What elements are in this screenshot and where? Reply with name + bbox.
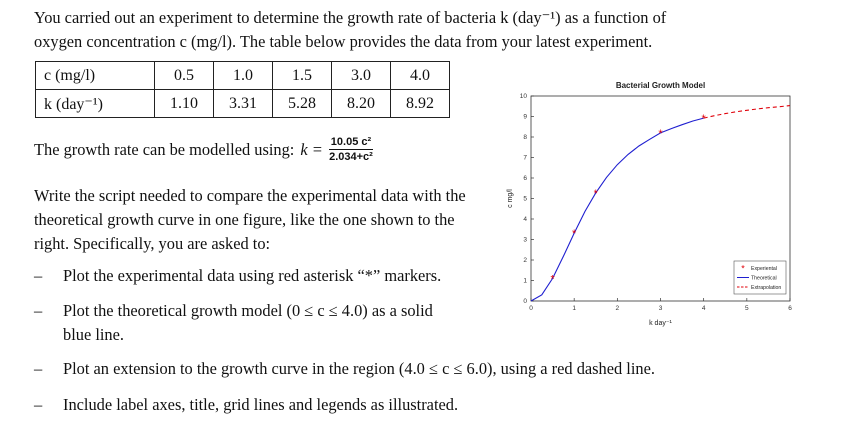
data-table [35,61,450,118]
table-cell: 3.0 [332,62,391,90]
x-tick-label: 5 [745,305,749,312]
model-denominator: 2.034+c² [329,151,373,163]
bullet-text: Plot the experimental data using red asterisk “*” markers. [63,266,442,285]
y-tick-label: 6 [523,175,527,183]
y-tick-label: 1 [523,277,527,285]
table-row [36,90,450,118]
y-tick-label: 7 [523,154,527,162]
y-tick-label: 9 [523,113,527,121]
bullet-item [34,264,484,288]
bullet-dash: – [34,266,43,285]
legend-label: Extrapolation [751,285,782,291]
table-row-header: k (day⁻¹) [36,90,155,118]
x-tick-label: 1 [572,305,576,312]
bullet-dash: – [34,301,43,320]
table-row-header: c (mg/l) [36,62,155,90]
table-cell: 1.5 [273,62,332,90]
bullet-dash: – [34,359,43,378]
bullet-text: Plot the theoretical growth model (0 ≤ c ≤ 4.0) as a solid [63,301,433,320]
intro-line-1: You carried out an experiment to determine the growth rate of bacteria k (day⁻¹) as a function of [34,8,667,27]
y-tick-label: 0 [523,298,527,306]
bullet-item [34,299,484,323]
y-tick-label: 8 [523,134,527,142]
y-tick-label: 10 [519,93,527,101]
y-axis-label: c mg/l [507,189,514,208]
x-axis-label: k day⁻¹ [649,320,672,327]
x-tick-label: 0 [529,305,533,312]
y-tick-label: 3 [523,236,527,244]
table-cell: 8.20 [332,90,391,118]
chart-title: Bacterial Growth Model [615,81,706,90]
bullet-dash: – [34,395,43,414]
data-point-marker: * [550,273,555,286]
problem-intro [34,6,794,54]
y-tick-label: 2 [523,257,527,265]
x-tick-label: 6 [788,305,792,312]
table-cell: 3.31 [214,90,273,118]
y-tick-label: 4 [523,216,527,224]
growth-chart [500,74,810,336]
table-row [36,62,450,90]
data-point-marker: * [593,187,598,200]
table-cell: 1.0 [214,62,273,90]
bullet-text: blue line. [63,325,124,344]
table-cell: 0.5 [155,62,214,90]
data-point-marker: * [572,228,577,241]
table-cell: 4.0 [391,62,450,90]
legend-marker: * [741,263,745,274]
model-fraction [329,136,373,163]
x-tick-label: 3 [658,305,663,312]
data-point-marker: * [701,113,706,126]
model-numerator: 10.05 c² [330,136,372,148]
model-equation [34,136,373,163]
legend-label: Theoretical [751,275,777,282]
legend-label: Experiental [751,266,777,272]
model-lhs: k = [300,139,323,159]
bullet-item [34,357,834,381]
bullet-text: Plot an extension to the growth curve in the region (4.0 ≤ c ≤ 6.0), using a red dashed line. [63,359,655,378]
data-point-marker: * [658,127,663,140]
table-cell: 1.10 [155,90,214,118]
x-tick-label: 2 [615,305,620,312]
bullet-continuation [34,323,484,347]
bullet-text: Include label axes, title, grid lines and legends as illustrated. [63,395,459,414]
y-tick-label: 5 [523,195,527,203]
x-tick-label: 4 [701,305,706,312]
model-lead-text: The growth rate can be modelled using: [34,139,295,159]
bullet-item [34,393,834,417]
intro-line-2: oxygen concentration c (mg/l). The table below provides the data from your latest experiment. [34,32,653,51]
table-cell: 5.28 [273,90,332,118]
task-text: Write the script needed to compare the experimental data with the theoretical growth curve in one figure, like the one shown to the right. Specifically, you are asked to: [34,186,466,253]
table-cell: 8.92 [391,90,450,118]
